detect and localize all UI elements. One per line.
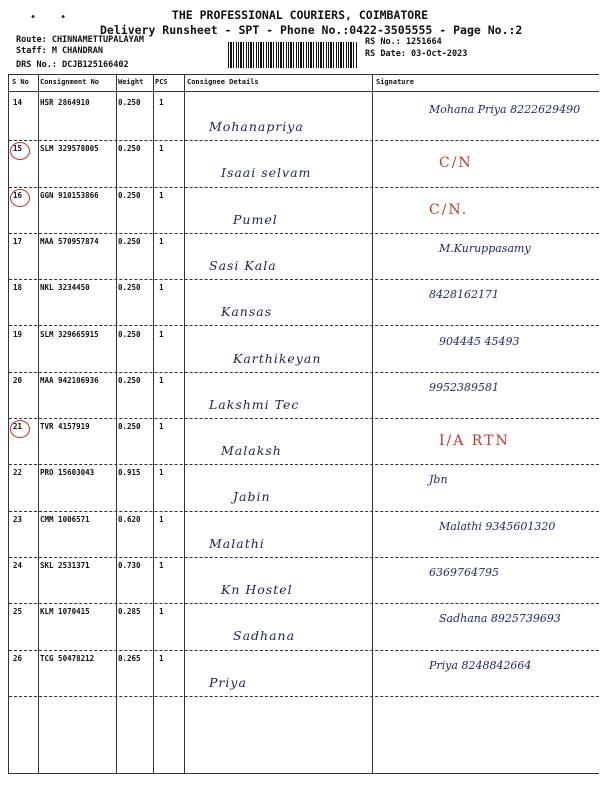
runsheet-table [8, 74, 599, 774]
serial-number: 25 [13, 607, 23, 617]
rs-number: RS No.: 1251664 [365, 37, 442, 47]
circle-mark [10, 142, 30, 160]
weight-value: 0.250 [118, 144, 141, 154]
consignee-name: Mohanapriya [209, 119, 304, 134]
consignment-number: MAA 942106936 [40, 375, 99, 385]
pcs-value: 1 [159, 329, 164, 339]
weight-value: 0.620 [118, 514, 141, 524]
weight-value: 0.250 [118, 422, 141, 432]
consignment-number: SLM 329665915 [40, 329, 99, 339]
drs-number: DRS No.: DCJB125166402 [16, 60, 129, 70]
table-row [9, 419, 599, 465]
serial-number: 22 [13, 468, 23, 478]
consignee-name: Kn Hostel [221, 582, 293, 597]
signature: 9952389581 [429, 380, 499, 394]
barcode [228, 42, 358, 68]
serial-number: 14 [13, 98, 23, 107]
table-row [9, 512, 599, 558]
serial-number: 23 [13, 514, 23, 524]
consignment-number: GGN 910153866 [40, 190, 99, 200]
consignee-name: Malathi [209, 535, 265, 551]
col-sno: S No [12, 78, 29, 86]
signature: 904445 45493 [439, 334, 520, 348]
weight-value: 0.250 [118, 236, 141, 246]
signature: 8428162171 [429, 288, 499, 302]
consignee-name: Kansas [221, 304, 273, 320]
serial-number: 17 [13, 236, 23, 246]
pcs-value: 1 [159, 561, 164, 570]
table-row [9, 95, 599, 141]
consignee-name: Sasi Kala [209, 257, 277, 273]
table-row [9, 558, 599, 604]
weight-value: 0.285 [118, 607, 141, 617]
rs-date: RS Date: 03-Oct-2023 [365, 49, 468, 59]
pcs-value: 1 [159, 283, 164, 293]
table-row [9, 188, 599, 234]
consignment-number: TVR 4157919 [40, 422, 90, 432]
table-row [9, 234, 599, 280]
circle-mark [10, 189, 30, 207]
pcs-value: 1 [159, 607, 164, 617]
signature: Jbn [429, 473, 448, 487]
consignment-number: SLM 329578005 [40, 144, 99, 154]
table-row [9, 465, 599, 511]
signature: I/A RTN [439, 433, 510, 450]
serial-number: 21 [13, 422, 22, 431]
signature: C/N [439, 155, 473, 172]
consignee-name: Malaksh [221, 443, 282, 459]
consignee-name: Jabin [233, 489, 271, 505]
route-label: Route: CHINNAMETTUPALAYAM [16, 35, 144, 45]
serial-number: 24 [13, 561, 23, 570]
col-consignee-details: Consignee Details [187, 78, 259, 86]
col-weight: Weight [118, 78, 144, 86]
consignment-number: NKL 3234450 [40, 283, 90, 293]
consignment-number: KLM 1070415 [40, 607, 90, 617]
consignee-name: Lakshmi Tec [209, 396, 300, 412]
weight-value: 0.250 [118, 329, 141, 339]
pcs-value: 1 [159, 375, 164, 385]
consignment-number: PRO 15603043 [40, 468, 95, 478]
signature: Mohana Priya 8222629490 [429, 103, 581, 116]
pcs-value: 1 [159, 468, 164, 478]
col-pcs: PCS [155, 78, 168, 86]
weight-value: 0.730 [118, 561, 141, 570]
consignee-name: Pumel [233, 211, 278, 227]
serial-number: 18 [13, 283, 23, 293]
consignment-number: TCG 50478212 [40, 653, 95, 663]
weight-value: 0.250 [118, 190, 141, 200]
table-row [9, 327, 599, 373]
signature: Priya 8248842664 [429, 658, 532, 672]
signature: Sadhana 8925739693 [439, 612, 561, 626]
weight-value: 0.250 [118, 283, 141, 293]
pcs-value: 1 [159, 653, 164, 663]
weight-value: 0.250 [118, 375, 141, 385]
row-divider [9, 696, 599, 697]
serial-number: 19 [13, 329, 23, 339]
pcs-value: 1 [159, 98, 164, 107]
runsheet-subtitle: Delivery Runsheet - SPT - Phone No.:0422-3505555 - Page No.:2 [100, 23, 523, 37]
consignment-number: CMM 1006571 [40, 514, 90, 524]
table-row [9, 373, 599, 419]
serial-number: 16 [13, 191, 22, 200]
serial-number: 20 [13, 375, 23, 385]
circle-mark [10, 420, 30, 438]
signature: Malathi 9345601320 [439, 519, 556, 533]
consignee-name: Isaai selvam [221, 165, 312, 181]
signature: C/N. [429, 201, 469, 218]
pcs-value: 1 [159, 236, 164, 246]
consignment-number: SKL 2531371 [40, 561, 90, 570]
table-row [9, 604, 599, 650]
serial-number: 26 [13, 653, 23, 663]
staff-label: Staff: M CHANDRAN [16, 46, 103, 56]
signature: 6369764795 [429, 566, 499, 579]
table-row [9, 651, 599, 697]
consignee-name: Priya [209, 674, 247, 690]
weight-value: 0.250 [118, 98, 141, 107]
table-row [9, 280, 599, 326]
consignment-number: HSR 2864910 [40, 98, 90, 107]
pcs-value: 1 [159, 422, 164, 432]
pcs-value: 1 [159, 144, 164, 154]
weight-value: 0.915 [118, 468, 141, 478]
serial-number: 15 [13, 144, 22, 153]
table-row [9, 141, 599, 187]
weight-value: 0.265 [118, 653, 141, 663]
company-title: THE PROFESSIONAL COURIERS, COIMBATORE [171, 8, 429, 22]
pcs-value: 1 [159, 190, 164, 200]
col-consignment: Consignment No [40, 78, 100, 86]
punch-marks: • • [30, 12, 67, 23]
consignee-name: Sadhana [233, 628, 296, 644]
pcs-value: 1 [159, 514, 164, 524]
col-signature: Signature [376, 78, 414, 86]
signature: M.Kuruppasamy [439, 241, 531, 255]
consignee-name: Karthikeyan [233, 350, 322, 366]
consignment-number: MAA 570957874 [40, 236, 99, 246]
